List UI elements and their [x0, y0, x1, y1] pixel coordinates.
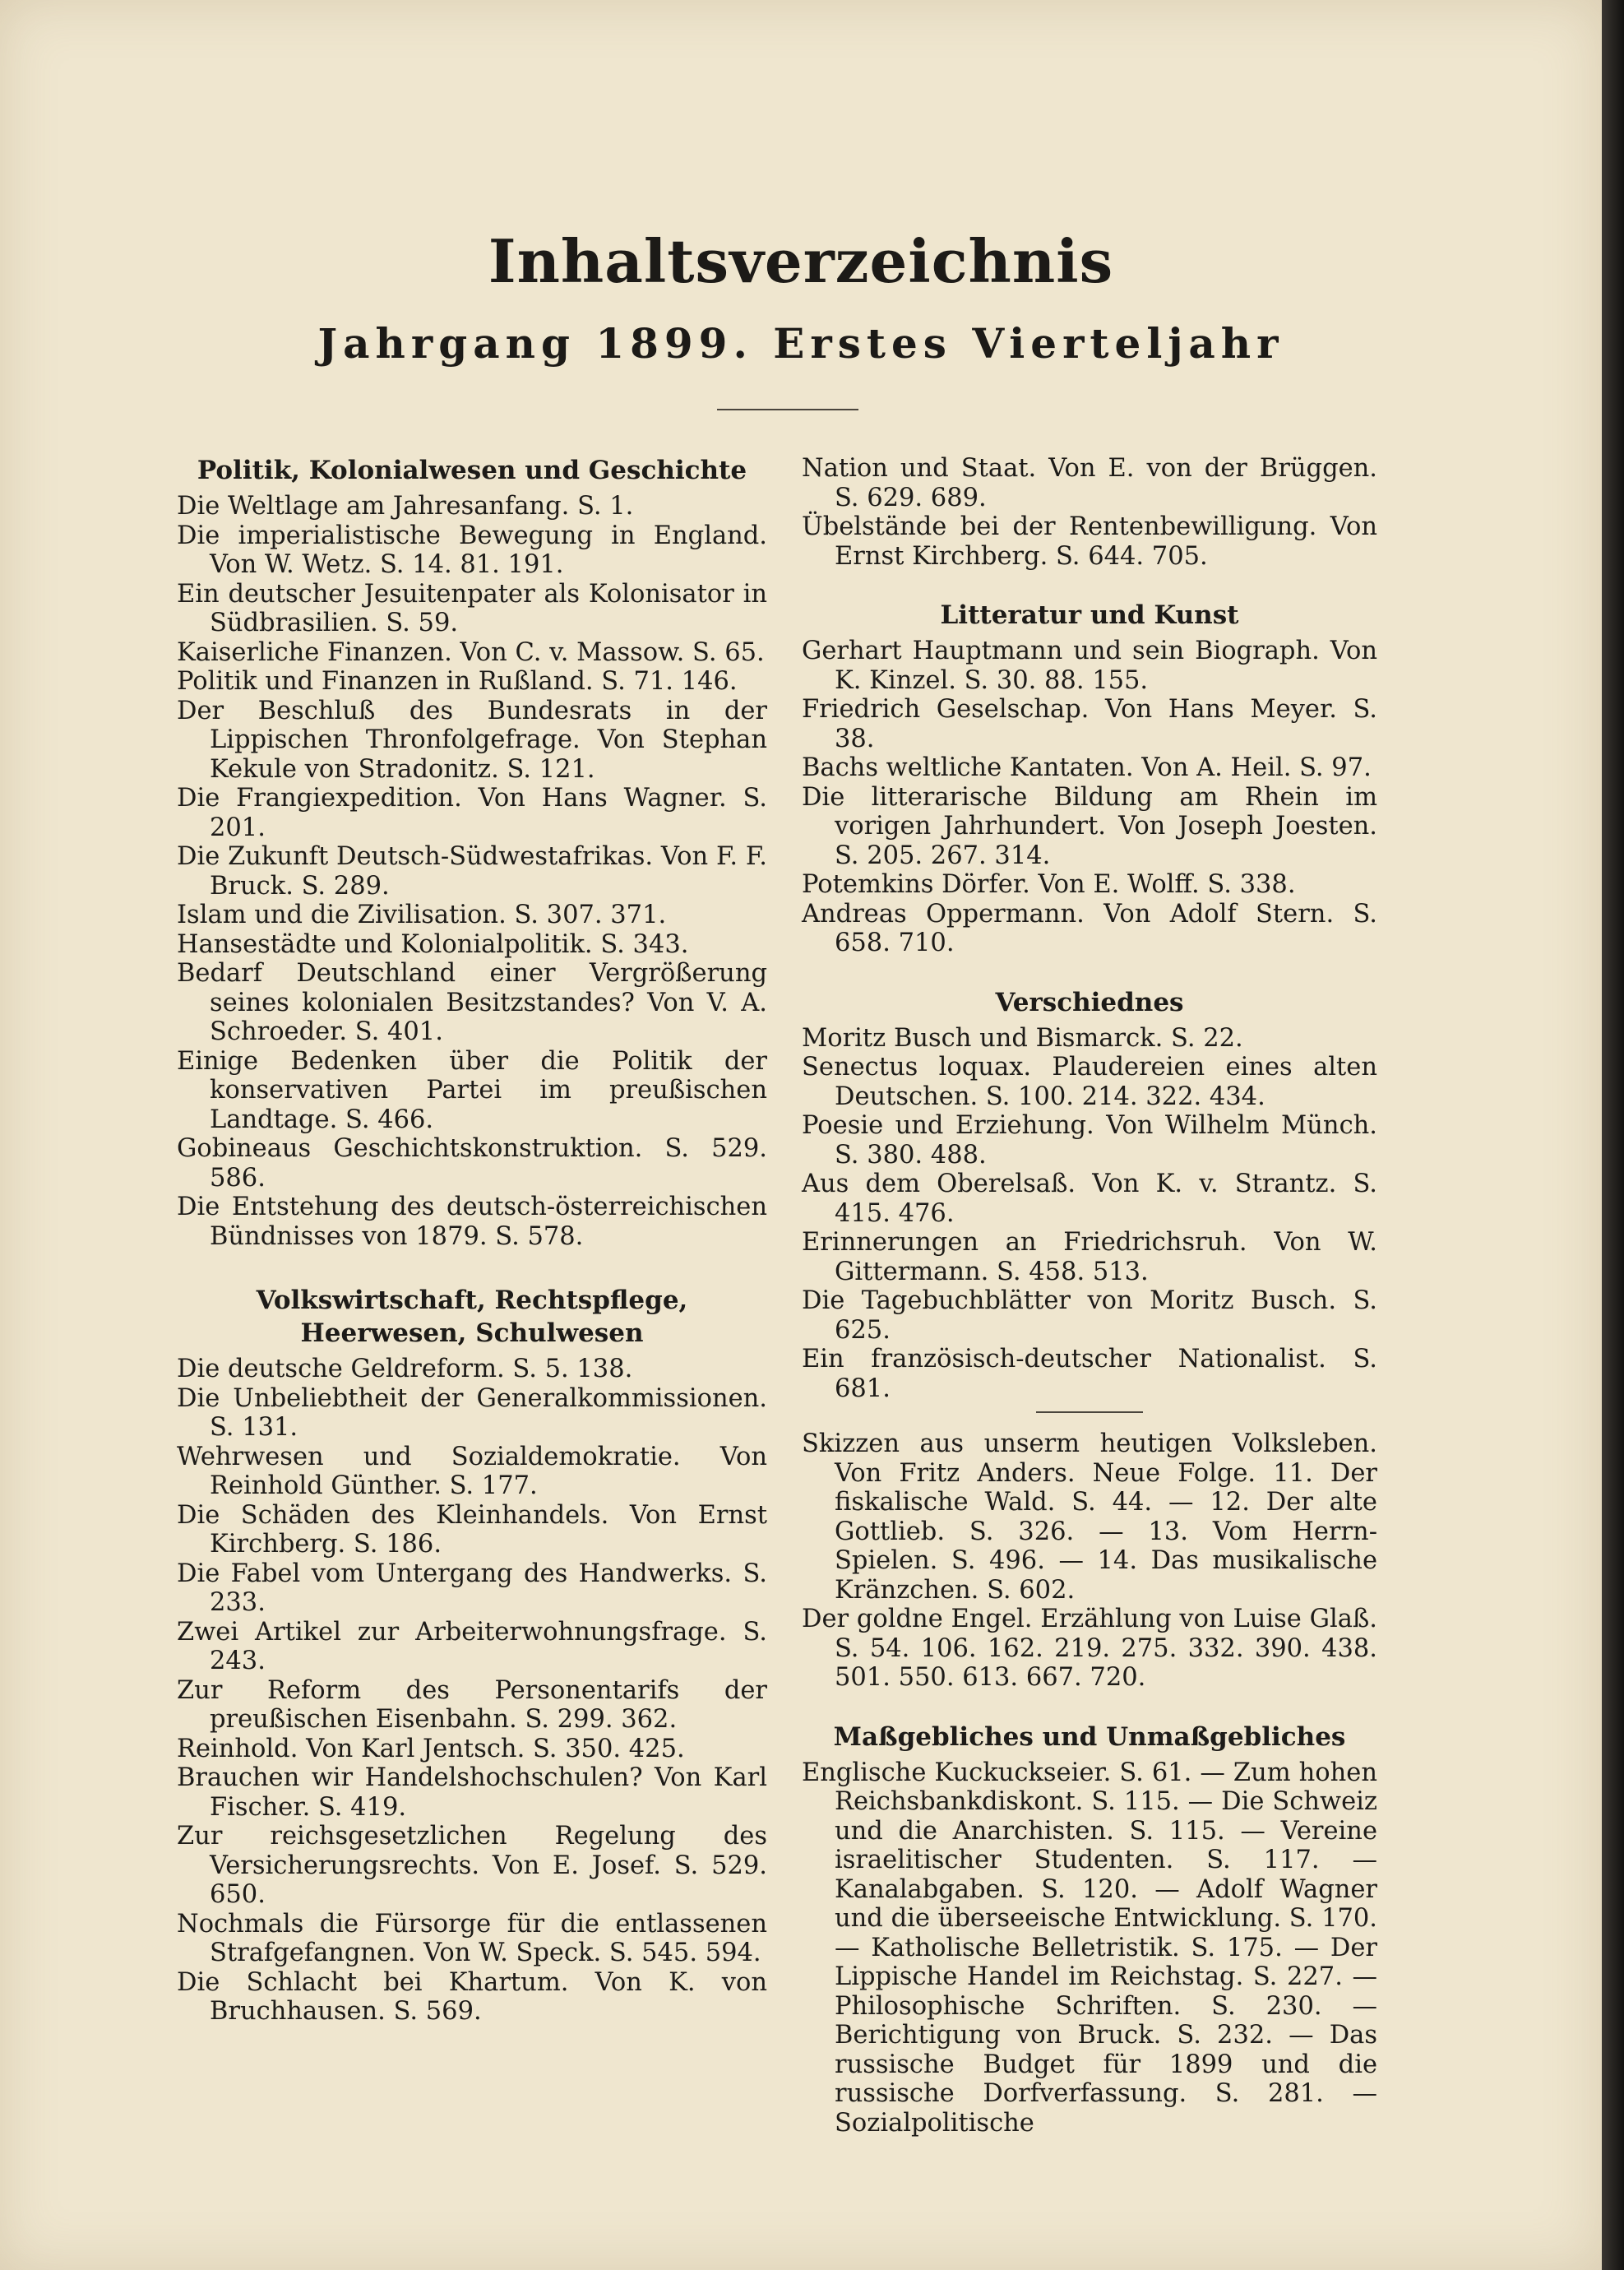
toc-entry: Potemkins Dörfer. Von E. Wolff. S. 338.: [802, 870, 1296, 899]
right-column: [802, 454, 1377, 2138]
section-politik: [177, 454, 767, 1251]
toc-entry: Ein deutscher Jesuitenpater als Kolonisator in Südbrasilien. S. 59.: [177, 579, 767, 637]
section-heading: Maßgebliches und Unmaßgebliches: [833, 1721, 1346, 1752]
toc-entry: Der goldne Engel. Erzählung von Luise Glaß. S. 54. 106. 162. 219. 275. 332. 390. 438. 501. 550. 613. 667. 720.: [802, 1605, 1377, 1692]
toc-entry: Die litterarische Bildung am Rhein im vorigen Jahrhundert. Von Joseph Joesten. S. 205. 267. 314.: [802, 782, 1377, 870]
toc-entry: Senectus loquax. Plaudereien eines alten Deutschen. S. 100. 214. 322. 434.: [802, 1053, 1377, 1111]
toc-entry: Bedarf Deutschland einer Vergrößerung seines kolonialen Besitzstandes? Von V. A. Schroeder. S. 401.: [177, 959, 767, 1046]
toc-entry: Gobineaus Geschichtskonstruktion. S. 529. 586.: [177, 1134, 767, 1193]
toc-entry: Die Schäden des Kleinhandels. Von Ernst Kirchberg. S. 186.: [177, 1500, 767, 1559]
section-massgebliches: [802, 1721, 1377, 2138]
toc-entry: Skizzen aus unserm heutigen Volksleben. Von Fritz Anders. Neue Folge. 11. Der fiskalische Wald. S. 44. — 12. Der alte Gottlieb. S. 326. — 13. Vom Herrn-Spielen. S. 496. — 14. Das musikalische Kränzchen. S. 602.: [802, 1429, 1377, 1605]
page-subtitle: Jahrgang 1899. Erstes Vierteljahr: [317, 319, 1284, 368]
toc-entry: Die Tagebuchblätter von Moritz Busch. S. 625.: [802, 1286, 1377, 1345]
toc-entry: Englische Kuckuckseier. S. 61. — Zum hohen Reichsbankdiskont. S. 115. — Die Schweiz und die Anarchisten. S. 115. — Vereine israelitischer Studenten. S. 117. — Kanalabgaben. S. 120. — Adolf Wagner und die überseeische Entwicklung. S. 170. — Katholische Belletristik. S. 175. — Der Lippische Handel im Reichstag. S. 227. — Philosophische Schriften. S. 230. — Berichtigung von Bruck. S. 232. — Das russische Budget für 1899 und die russische Dorfverfassung. S. 281. — Sozialpolitische: [802, 1758, 1377, 2138]
toc-entry: Die Weltlage am Jahresanfang. S. 1.: [177, 492, 634, 521]
toc-entry: Gerhart Hauptmann und sein Biograph. Von K. Kinzel. S. 30. 88. 155.: [802, 637, 1377, 695]
toc-entry: Übelstände bei der Rentenbewilligung. Von Ernst Kirchberg. S. 644. 705.: [802, 512, 1377, 571]
toc-entry: Andreas Oppermann. Von Adolf Stern. S. 658. 710.: [802, 899, 1377, 957]
toc-entry: Nochmals die Fürsorge für die entlassenen Strafgefangnen. Von W. Speck. S. 545. 594.: [177, 1909, 767, 1967]
toc-entry: Die deutsche Geldreform. S. 5. 138.: [177, 1355, 633, 1383]
title-divider: [717, 409, 858, 410]
section-divider: [1036, 1411, 1143, 1413]
toc-entry: Poesie und Erziehung. Von Wilhelm Münch. S. 380. 488.: [802, 1111, 1377, 1170]
toc-entry: Einige Bedenken über die Politik der konservativen Partei im preußischen Landtage. S. 466.: [177, 1046, 767, 1134]
left-column: [177, 454, 767, 2027]
toc-entry: Zur Reform des Personentarifs der preußischen Eisenbahn. S. 299. 362.: [177, 1675, 767, 1734]
toc-entry: Die Fabel vom Untergang des Handwerks. S. 233.: [177, 1559, 767, 1617]
toc-entry: Brauchen wir Handelshochschulen? Von Karl Fischer. S. 419.: [177, 1763, 767, 1822]
toc-entry: Reinhold. Von Karl Jentsch. S. 350. 425.: [177, 1734, 685, 1763]
toc-entry: Erinnerungen an Friedrichsruh. Von W. Gittermann. S. 458. 513.: [802, 1228, 1377, 1286]
toc-entry: Moritz Busch und Bismarck. S. 22.: [802, 1023, 1243, 1053]
section-heading: Politik, Kolonialwesen und Geschichte: [197, 456, 747, 485]
section-spacer: [177, 1251, 767, 1284]
toc-entry: Politik und Finanzen in Rußland. S. 71. 146.: [177, 667, 738, 696]
section-volkswirtschaft: [177, 1284, 767, 2027]
toc-entry: Hansestädte und Kolonialpolitik. S. 343.: [177, 929, 689, 959]
toc-entry: Zwei Artikel zur Arbeiterwohnungsfrage. S. 243.: [177, 1617, 767, 1675]
toc-entry: Die Zukunft Deutsch-Südwestafrikas. Von F. F. Bruck. S. 289.: [177, 842, 767, 901]
toc-entry: Aus dem Oberelsaß. Von K. v. Strantz. S. 415. 476.: [802, 1170, 1377, 1228]
section-spacer: [802, 1693, 1377, 1721]
toc-entry: Ein französisch-deutscher Nationalist. S. 681.: [802, 1345, 1377, 1403]
toc-entry: Die imperialistische Bewegung in England. Von W. Wetz. S. 14. 81. 191.: [177, 521, 767, 579]
section-spacer: [802, 571, 1377, 599]
toc-entry: Die Entstehung des deutsch-österreichischen Bündnisses von 1879. S. 578.: [177, 1193, 767, 1251]
section-litteratur: [802, 599, 1377, 958]
toc-entry: Islam und die Zivilisation. S. 307. 371.: [177, 901, 667, 929]
section-heading: Verschiednes: [995, 987, 1184, 1017]
toc-entry: Die Unbeliebtheit der Generalkommissionen. S. 131.: [177, 1383, 767, 1442]
toc-entry: Kaiserliche Finanzen. Von C. v. Massow. S. 65.: [177, 637, 765, 667]
toc-entry: Die Schlacht bei Khartum. Von K. von Bruchhausen. S. 569.: [177, 1967, 767, 2026]
toc-entry: Der Beschluß des Bundesrats in der Lippischen Thronfolgefrage. Von Stephan Kekule von Stradonitz. S. 121.: [177, 696, 767, 784]
toc-entry: Nation und Staat. Von E. von der Brüggen. S. 629. 689.: [802, 454, 1377, 512]
section-spacer: [802, 958, 1377, 986]
page-edge-shadow: [1602, 0, 1624, 2270]
section-heading: Litteratur und Kunst: [940, 600, 1239, 630]
page-title: Inhaltsverzeichnis: [488, 226, 1114, 296]
toc-entry: Die Frangiexpedition. Von Hans Wagner. S. 201.: [177, 784, 767, 842]
toc-entry: Zur reichsgesetzlichen Regelung des Versicherungsrechts. Von E. Josef. S. 529. 650.: [177, 1822, 767, 1909]
section-heading: Volkswirtschaft, Rechtspflege, Heerwesen, Schulwesen: [256, 1286, 688, 1348]
toc-entry: Wehrwesen und Sozialdemokratie. Von Reinhold Günther. S. 177.: [177, 1442, 767, 1500]
toc-entry: Friedrich Geselschap. Von Hans Meyer. S. 38.: [802, 695, 1377, 753]
toc-entry: Bachs weltliche Kantaten. Von A. Heil. S. 97.: [802, 753, 1372, 782]
section-verschiednes: [802, 986, 1377, 1693]
